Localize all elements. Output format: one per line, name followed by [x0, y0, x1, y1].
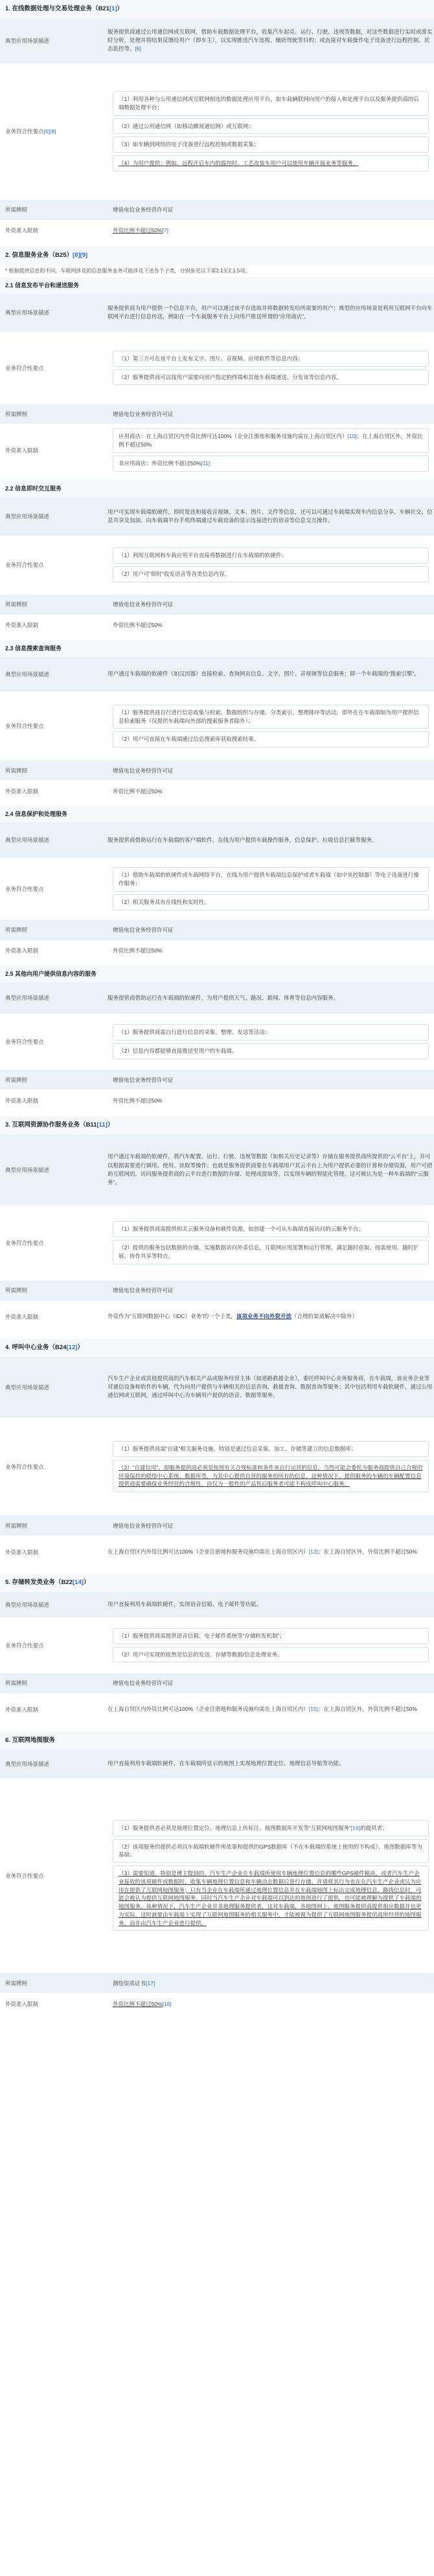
sub-2-2-title: 2.2 信息即时交互服务	[0, 480, 434, 497]
row-label: 外资准入限制	[0, 1090, 108, 1111]
section-6-table	[0, 1750, 434, 2015]
req-item: （4）为用户提供：例如，远程开启车内的温控时，工艺改装车用户可以使用车辆开展业务等服务。	[113, 155, 429, 171]
row-label: 典型应用场景描述	[0, 822, 108, 858]
sub-2-3-table	[0, 657, 434, 802]
req-item: （1）服务提供商自行进行信息收集与检索、数据组织与存储、分类索引、整理排序等活动，即外在在车载端如为用户提供信息检索服务（仅提供车载端向外部的搜索服务者除外）；	[113, 705, 429, 729]
section-5-title: 5. 存储转发类业务（B22[14]）	[0, 1574, 434, 1592]
section-6-title: 6. 互联网地图服务	[0, 1732, 434, 1750]
row-label: 外资准入限制	[0, 1693, 108, 1726]
permit-value: 增值电信业务经营许可证	[108, 594, 434, 615]
permit-value: 增值电信业务经营许可证	[108, 1673, 434, 1693]
type-desc: 用户直接利用车载端软硬件，实现语音信箱、电子邮件等功能。	[108, 1592, 434, 1618]
row-label: 典型应用场景描述	[0, 982, 108, 1015]
row-label: 所需牌照	[0, 1973, 108, 1994]
footnote-link[interactable]: [13]	[308, 1548, 318, 1555]
section-5-table	[0, 1592, 434, 1726]
reqs-cell	[108, 63, 434, 199]
foreign-value: 非应用商店：外资比例不超过50%[11]	[113, 456, 429, 472]
permit-value: 增值电信业务经营许可证	[108, 1515, 434, 1536]
sub-2-1-table	[0, 294, 434, 477]
type-desc: 服务提供商借助运行在车载端的客户端软件，在线为用户提供车载操作服务，信息保护、垃圾信息拦截等服务。	[108, 822, 434, 858]
foreign-value: 外资比例不超过50%	[108, 940, 434, 961]
row-label: 外资准入限制	[0, 220, 108, 241]
footnote-link[interactable]: [17]	[146, 1979, 155, 1987]
req-item: （2）通过公用通信网（如移动蜂窝通信网）或互联网；	[113, 118, 429, 135]
row-label: 业务符合性要点	[0, 1779, 108, 1973]
req-item: （1）借助车载端的软硬件或车载网络平台，在线为用户提供车载端信息保护或者车载端（如中央控制器）等电子设备进行操作服务；	[113, 867, 429, 892]
req-item: （2）信息内容都能够直接推送至用户的车载端。	[113, 1043, 429, 1059]
foreign-value: 外资比例不超过50%[18]	[108, 1994, 434, 2014]
permit-value: 增值电信业务经营许可证	[108, 760, 434, 781]
section-1-table	[0, 18, 434, 241]
row-label: 所需牌照	[0, 919, 108, 940]
foreign-value: 在上海自贸区内外资比例可达100%（企业注册地和服务设施均需在上海自贸区内）[15]；在上海自贸区外，外资比例不超过50%	[108, 1693, 434, 1726]
req-item: （2）服务提供商可以按用户需要向用户指定的终端和其他车载端递送、分发该等信息内容。	[113, 369, 429, 386]
foreign-value: 外资比例不超过50%	[108, 781, 434, 802]
req-item: （1）服务提供商需提供语音信箱、电子邮件系统等“存储转发机制”；	[113, 1628, 429, 1644]
sub-2-4-table	[0, 822, 434, 962]
row-label: 所需牌照	[0, 594, 108, 615]
req-item: （2）“自建信用”，即服务提供商必须是按照有关合规标准和条件来自行运营的信息，当然可能会委托为服务商提供自己合规的环境保持的联络中心系统、数据库等，为其中心提供自营的服务的所有的信息，这种情况下，提供服务的车辆的车辆配置信息提供商需要确保业务经营的合规性，而仅为一般性的产品售后服务者可能不构成呼叫中心服务。	[113, 1460, 429, 1492]
section-2-note: * 根据提供信息的不同，车联网涉及的信息服务业务可能涉及下述各个子类，分别参见以下第2.1至2.1.5项。	[5, 267, 251, 274]
section-3-title: 3. 互联网资源协作服务业务（B11[11]）	[0, 1116, 434, 1134]
foreign-value: 外资作为“互联网数据中心（IDC）业务”的一个子类，该项业务不向外资开放（合理的渠道解决中除外）	[108, 1301, 434, 1333]
req-item: （1）利用各种与公用通信网或互联网相连的数据处理应用平台，如车载辆联网向用户的接入和处理平台以及服务提供商的后端数据处理平台；	[113, 91, 429, 116]
req-item: （2）相关服务具有在线性和实时性。	[113, 894, 429, 910]
row-label: 业务符合性要点	[0, 1015, 108, 1070]
footnote-link[interactable]: [1]	[109, 5, 117, 12]
foreign-value: 外资比例不超过50%[7]	[108, 220, 434, 241]
req-item: （1）服务提供商需自行进行信息的采集、整理、发送等活动；	[113, 1024, 429, 1040]
footnote-link[interactable]: [11]	[201, 459, 211, 467]
row-label: 业务符合性要点	[0, 858, 108, 919]
row-label: 典型应用场景描述	[0, 657, 108, 692]
footnote-link[interactable]: [6][8]	[43, 128, 56, 135]
req-item: （2）提供的服务包括数据的存储、实施数据访问外采信息，互联网应用部署和运行管理、满足随时获取、按需使用、随时扩展、协作共享等特点。	[113, 1240, 429, 1264]
row-label: 所需牌照	[0, 404, 108, 424]
footnote-link[interactable]: [15]	[308, 1706, 318, 1713]
req-item: （3）需要知道，特别是博主提到的，汽车生产企业在车载端所使用车辆地理位置信息的哪些GPS硬件模块，或者汽车生产企业接收的该项硬件或数据时，收集车辆地理位置信息和车辆动态数据后进行存储、并请将其行为也在在汽车生产企业或认为应用在提供了互联网地图服务；只有当企业在车载端所通过地理位置信息并在车载端地图上标出完成地理信息、路线信息时，可能会被认为提供互联网地图服务。同时当汽车生产企业对车载端可以到达的地图进行了提供，也可能被理解为提供了车载端的地图服务。该种情况下，汽车生产企业并非地理服务提供者，这对车载端，各地图网上，地图服务提供商提供相应数据并也更为实际，这时就要由车载端上实现了互联网地图服务的相关服务中，才能被视为提供了互联网地图服务提供商所经营的地图服务，而非由汽车生产企业进行提供。	[113, 1866, 429, 1931]
permit-value: 增值电信业务经营许可证	[108, 919, 434, 940]
row-label: 外资准入限制	[0, 1301, 108, 1333]
section-1-title: 1. 在线数据处理与交易处理业务（B21[1]）	[0, 0, 434, 18]
row-label: 外资准入限制	[0, 1536, 108, 1569]
row-label: 外资准入限制	[0, 781, 108, 802]
sub-2-3-title: 2.3 信息搜索查询服务	[0, 640, 434, 657]
footnote-link[interactable]: [16]	[350, 1824, 361, 1831]
row-label: 典型应用场景描述	[0, 294, 108, 333]
row-label: 业务符合性要点[6][8]	[0, 63, 108, 199]
permit-value: 增值电信业务经营许可证	[108, 1280, 434, 1301]
permit-value: 增值电信业务经营许可证	[108, 404, 434, 424]
row-label: 典型应用场景描述	[0, 1750, 108, 1779]
row-label: 典型应用场景描述	[0, 1357, 108, 1418]
section-4-table	[0, 1357, 434, 1569]
footnote-link[interactable]: [8][9]	[73, 251, 88, 259]
row-label: 所需牌照	[0, 1515, 108, 1536]
req-item: （2）用户可直接在车载端通过信息搜索库获取搜索结果。	[113, 731, 429, 747]
sub-2-5-title: 2.5 其他向用户提供信息内容的服务	[0, 965, 434, 982]
row-label: 所需牌照	[0, 1673, 108, 1693]
type-desc: 服务提供商借助运行在车载端的软硬件，为用户提供天气、路况、新闻、体育等信息内容服务。	[108, 982, 434, 1015]
req-item: （2）用户可“即时”收发语音等各类信息内容。	[113, 566, 429, 582]
footnote-link[interactable]: [11]	[97, 1121, 108, 1128]
type-desc: 服务提供商通过公用通信网或互联网，借助车载数据处理平台，收集汽车起亮、运行、行驶、违规等数据，对这些数据进行实时或准实时分析，处理并将结果反馈给用户（即车主），以实现推送汽车违规、辅助驾驶等目的；或直接对车载操作电子设备进行远程控制、状态监控等。[6]	[108, 18, 434, 63]
row-label: 典型应用场景描述	[0, 18, 108, 63]
row-label: 所需牌照	[0, 199, 108, 220]
row-label: 业务符合性要点	[0, 1418, 108, 1515]
row-label: 所需牌照	[0, 1070, 108, 1090]
sub-2-5-table	[0, 982, 434, 1112]
row-label: 业务符合性要点	[0, 1618, 108, 1673]
req-item: （2）用户可实现的依然是信息的发送、存储等数据/信息处理业务。	[113, 1647, 429, 1663]
footnote-link[interactable]: [14]	[73, 1579, 84, 1586]
row-label: 业务符合性要点	[0, 333, 108, 404]
permit-value: 增值电信业务经营许可证	[108, 1070, 434, 1090]
foreign-value: 在上海自贸区内外资比例可达100%（企业注册地和服务设施均需在上海自贸区内）[13]；在上海自贸区外，外资比例不超过50%	[108, 1536, 434, 1569]
foreign-value: 外资比例不超过50%	[108, 615, 434, 635]
row-label: 外资准入限制	[0, 1994, 108, 2014]
type-desc: 服务提供商为用户提供一个信息平台，用户可以通过该平台选取并将数据转发给所需要的用户；典型的应用场景是利用互联网平台向车联网平台进行信息传送，例如在一个车载服务平台上向用户推送所谓的“应用商店”。	[108, 294, 434, 333]
section-2-title: 2. 信息服务业务（B25）[8][9]	[0, 247, 434, 265]
row-label: 业务符合性要点	[0, 1205, 108, 1280]
sub-2-4-title: 2.4 信息保护和处理服务	[0, 806, 434, 822]
req-item: （2）该项服务的提供必须以车载端软硬件所依靠和提供的GPS数据库（不在车载端的系统上使用的不构成）、地图数据库等为基础；	[113, 1839, 429, 1864]
footnote-link[interactable]: [6]	[135, 45, 141, 52]
type-desc: 用户可实现车载端软硬件，即时发送和接收音视频、文本、图片、文件等信息，还可以可通过车载端实现车内信息分享、车辆社交、信息共享及加油、向车载端平台手机终端通过车载设备的显示连接进行的语音等信息交互操作。	[108, 497, 434, 536]
permit-value: 测绘资质证书[17]	[108, 1973, 434, 1994]
footnote-link[interactable]: [10]	[347, 433, 357, 440]
row-label: 典型应用场景描述	[0, 497, 108, 536]
section-3-table	[0, 1134, 434, 1334]
footnote-link[interactable]: [12]	[66, 1343, 78, 1351]
row-label: 所需牌照	[0, 760, 108, 781]
row-label: 业务符合性要点	[0, 536, 108, 594]
permit-value: 增值电信业务经营许可证	[108, 199, 434, 220]
foreign-value: 外资比例不超过50%	[108, 1090, 434, 1111]
row-label: 典型应用场景描述	[0, 1592, 108, 1618]
type-desc: 用户通过车载端的软硬件，将汽车配置、运行、行驶、违规等数据（如相关历史记录等）存储在服务提供商所提供的“云平台”上，并可以根据需要进行调用、使用、读取等操作；也就是服务提供商要在车载端用户其云平台上为用户提供必要的计算和存储资源，用户可借助互联网的，访问服务提供商的云平台进行数据的存储、处理或提取等，以实现车辆的智能化管理。这可被认为是一种车载端的“云服务”。	[108, 1134, 434, 1205]
footnote-link[interactable]: [7]	[162, 227, 168, 234]
req-item: （1）利用互联网和车载应用平台直接将数据进行在车载端的软硬件；	[113, 547, 429, 564]
row-label: 典型应用场景描述	[0, 1134, 108, 1205]
row-label: 外资准入限制	[0, 940, 108, 961]
row-label: 所需牌照	[0, 1280, 108, 1301]
req-item: （1）第三方可在该平台上发布文字、图片、音视频、应用软件等信息内容；	[113, 351, 429, 367]
footnote-link[interactable]: [18]	[162, 2000, 172, 2007]
req-item: （3）如车辆到网络的电子设备进行远程控制或数据采集；	[113, 137, 429, 153]
type-desc: 用户通过车载端的软硬件（如汉因器）直接检索、查询网页信息、文字、图片、音视频等信息服务；即一个车载端的“搜索引擎”。	[108, 657, 434, 692]
foreign-value: 应用商店：在上海自贸区内外资比例可达100%（企业注册地和服务设施均需在上海自贸区内）[10]；在上海自贸区外，外资比例不超过50%	[113, 428, 429, 453]
type-desc: 汽车生产企业或其他提供商的汽车相关产品或服务经营主体（如道路救援企业），委托呼叫中心业务服务商，在车载端，该业务企业等对通信设备和软件的车辆，代为向用户提供与车辆相关的信息咨询、救援查询、数据查询等服务；其中包括利用车载软硬件，通过公用通信网或互联网，通过呼叫中心为车辆用户提供的语音、数据等服务。	[108, 1357, 434, 1418]
sub-2-1-title: 2.1 信息发布平台和递送服务	[0, 277, 434, 294]
req-item: （1）服务提供者必须是地理位置定位、地理信息上传标注、地图数据库开发等“互联网地图服务”[16]的提供者；	[113, 1820, 429, 1836]
row-label: 业务符合性要点	[0, 692, 108, 760]
req-item: （1）服务提供商需提供相关云服务设备和硬件资源，如创建一个可从车载端直接访问的云服务平台；	[113, 1221, 429, 1237]
type-desc: 用户直接利用车载端软硬件，在车载端所显示的地图上实现地理位置定位、地理信息导航等功能。	[108, 1750, 434, 1779]
row-label: 外资准入限制	[0, 424, 108, 476]
row-label: 外资准入限制	[0, 615, 108, 635]
sub-2-2-table	[0, 497, 434, 636]
req-item: （1）服务提供商需“自建”相关服务设施，特别是通过信息采集、加工、存储等建立的信息数据库；	[113, 1441, 429, 1457]
section-4-title: 4. 呼叫中心业务（B24[12]）	[0, 1339, 434, 1357]
